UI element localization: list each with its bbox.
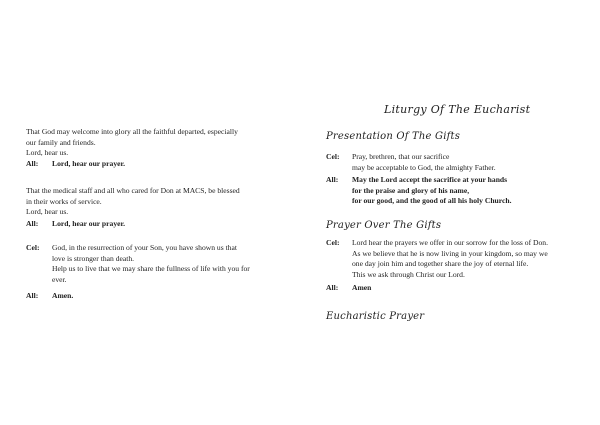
- celebrant-label: Cel:: [326, 152, 340, 161]
- closing-prayer-text: [52, 243, 250, 285]
- intercession-1-line: our family and friends.: [26, 137, 96, 147]
- celebrant-text: [352, 152, 496, 173]
- celebrant-text: [352, 238, 548, 280]
- all-line: for our good, and the good of all his holy Church.: [352, 196, 512, 205]
- all-label: All:: [326, 175, 339, 184]
- all-text: [352, 175, 512, 207]
- section-heading-presentation: Presentation Of The Gifts: [326, 131, 461, 142]
- celebrant-label: Cel:: [326, 238, 340, 247]
- all-text: Amen: [352, 283, 372, 292]
- intercession-2-call: Lord, hear us.: [26, 207, 69, 216]
- response-label: All:: [26, 219, 39, 228]
- prayer-line: love is stronger than death.: [52, 253, 135, 263]
- celebrant-line: This we ask through Christ our Lord.: [352, 269, 465, 279]
- response-text: Amen.: [52, 291, 74, 300]
- celebrant-line: may be acceptable to God, the almighty Father.: [352, 162, 496, 172]
- prayer-line: Help us to live that we may share the fullness of life with you for: [52, 264, 250, 273]
- prayer-line: God, in the resurrection of your Son, you have shown us that: [52, 243, 237, 252]
- page-title: Liturgy Of The Eucharist: [384, 103, 531, 116]
- celebrant-line: one day join him and together share the joy of eternal life.: [352, 259, 529, 268]
- intercession-1-line: That God may welcome into glory all the faithful departed, especially: [26, 127, 238, 136]
- celebrant-line: Lord hear the prayers we offer in our sorrow for the loss of Don.: [352, 238, 548, 247]
- all-label: All:: [326, 283, 339, 292]
- celebrant-line: As we believe that he is now living in your kingdom, so may we: [352, 248, 548, 258]
- right-page: [300, 0, 600, 425]
- response-label: All:: [26, 159, 39, 168]
- all-line: May the Lord accept the sacrifice at your hands: [352, 175, 508, 184]
- all-line: for the praise and glory of his name,: [352, 185, 470, 195]
- celebrant-line: Pray, brethren, that our sacrifice: [352, 152, 450, 161]
- intercession-2-line: That the medical staff and all who cared for Don at MACS, be blessed: [26, 186, 240, 195]
- prayer-line: ever.: [52, 274, 67, 284]
- response-label: All:: [26, 291, 39, 300]
- intercession-1-call: Lord, hear us.: [26, 148, 69, 157]
- response-text: Lord, hear our prayer.: [52, 159, 126, 168]
- response-text: Lord, hear our prayer.: [52, 219, 126, 228]
- intercession-2-text: [26, 186, 240, 218]
- intercession-2-line: in their works of service.: [26, 196, 102, 206]
- section-heading-prayer-over-gifts: Prayer Over The Gifts: [326, 220, 442, 231]
- intercession-1-text: [26, 127, 238, 159]
- celebrant-label: Cel:: [26, 243, 40, 252]
- section-heading-eucharistic-prayer: Eucharistic Prayer: [326, 311, 425, 322]
